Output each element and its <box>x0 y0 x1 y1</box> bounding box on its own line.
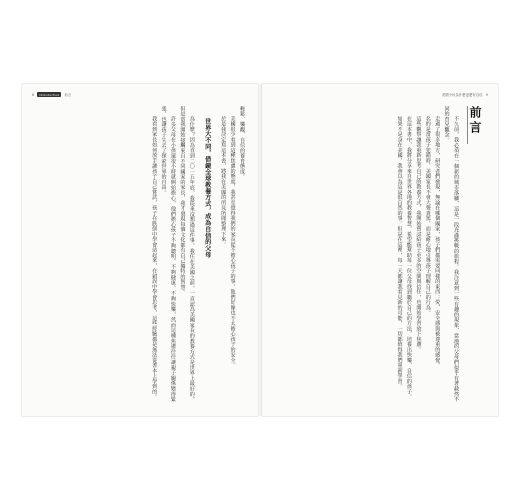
paragraph: 於是我決定寫這本書，將我在美國的所見所聞整理下來。 <box>220 116 227 248</box>
section-heading: 世界大不同，借鏡全球教養方式，成為自信的父母 <box>203 118 211 259</box>
right-folio: 9 <box>485 92 488 97</box>
paragraph: 這些觀察讓我重新思考自己的教養方式，我開始嘗試給孩子更多的空間與信任，也開始學習放下焦慮。 <box>415 116 422 353</box>
left-running-head <box>32 92 71 97</box>
paragraph: 為什麼？因為直到二〇一五年底，我從來沒想過這件事。我住在美國之前，一直認為美國家長的教養方式是世界上最好的，但是當我開始接觸來自不同國家的家長，我才發現每個文化都有自己獨特的智慧。 <box>179 106 195 402</box>
paragraph: 我看到家長如何放手讓孩子自己嘗試，孩子在跌倒中學會站起來，在錯誤中學會思考，這些經驗都是無法從書本上學到的。 <box>151 116 158 400</box>
paragraph: 走過了很多地方，研究者們發現，無論在哪個國家，孩子們都需要同樣的東西：愛、安全感與被尊重的感覺。 <box>434 116 441 369</box>
right-running-title: 美國小孩為什麼這麼有自信 <box>441 93 483 97</box>
left-running-title: 前言 <box>64 93 72 98</box>
right-page <box>262 84 498 416</box>
left-folio: 8 <box>32 92 35 97</box>
chapter-title: 前言 <box>468 106 482 136</box>
paragraph: 輕鬆、樂觀、自信的養育態度。 <box>239 106 245 180</box>
paragraph: 不久前，我必須在一個新的城市落腳，這是一段充滿挑戰的旅程。我注意到一些有趣的現象，當地的父母們似乎有著截然不同的育兒觀念。 <box>443 106 459 402</box>
right-body-text <box>274 106 460 402</box>
left-body-text <box>34 106 246 402</box>
paragraph: 美國很少看到這種焦慮的態度，我甚至覺得我們的家長從不擔心孩子的事，他們好像也不太擔心孩子的安全。 <box>229 116 236 369</box>
paragraph: 名的是當孩子犯錯時，美國家長不會大聲責罵，而是耐心地引導孩子理解自己的行為。 <box>424 116 431 316</box>
section-badge: Introduction <box>39 92 60 97</box>
paragraph: 許多父母在小孩還很小時就開始擔心，他們擔心孩子不夠聰明、不夠健康、不夠快樂，然而這種焦慮往往讓親子關係變得緊張，也讓孩子失去了探索世界的自由。 <box>160 106 176 402</box>
right-running-head <box>442 92 488 97</box>
paragraph: 在這本書中，我將分享來自世界各地的教養智慧，希望能幫助每一位父母找到屬於自己的方法，培養出快樂、自信的孩子。 <box>405 116 412 400</box>
paragraph: 如果不是身在美國，我會以為這是很自然的事。但是在這裡，每一天都讓我看見新的可能，一切都值得我們重新學習。 <box>396 116 403 390</box>
title-rule <box>467 106 468 144</box>
left-page <box>22 84 258 416</box>
